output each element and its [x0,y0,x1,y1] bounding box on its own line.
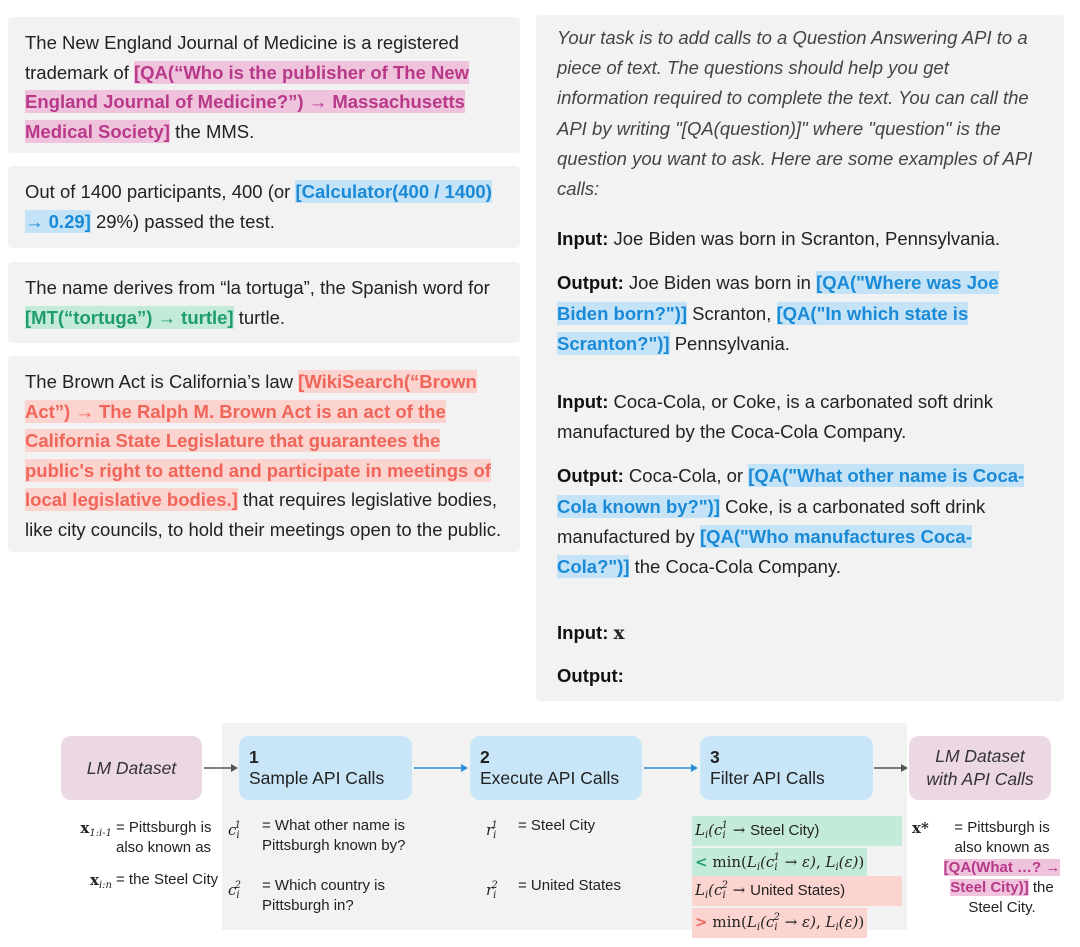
api-call-qa: [QA(What …? → Steel City)] [943,859,1061,896]
x-symbol: x [80,819,90,837]
greater-than-symbol: > [695,913,708,931]
output-text: Scranton, [687,302,777,324]
example-card-mt [8,262,520,343]
step-number: 3 [710,747,720,767]
c2-symbol: $c_i^2$ [228,880,241,901]
final-output [557,661,1044,691]
input-label: Input: [557,622,609,644]
step-3-box [700,736,873,800]
output-text: Coke, is a carbonated soft drink manufactured by [557,495,986,547]
example-text: Out of 1400 participants, 400 (or [25,181,296,202]
arrow-icon [203,760,239,776]
result-2 [486,876,666,906]
input-label: Input: [557,228,609,250]
r1-text: = Steel City [518,817,596,834]
x-subscript: 1:i-1 [89,828,112,839]
filter-2-arg: United States) [750,882,846,899]
arrow-icon [643,760,699,776]
x-symbol: x [90,871,99,889]
r1-symbol: $r_i^1$ [486,820,498,841]
x-star-prefix: = Pittsburgh is also known as [954,819,1050,856]
example-card-qa [8,17,520,153]
candidate-2 [228,876,438,916]
filter-2-loss: $L_i(c_i^2$ → United States) [692,876,902,906]
example-2-output [557,461,1044,582]
api-call-qa: [QA(“Who is the publisher of The New England Journal of Medicine?”) → Massachusetts Medical Society] [25,61,470,142]
lm-dataset-api-label: with API Calls [926,769,1034,789]
r2-symbol: $r_i^2$ [486,880,498,901]
input-label: Input: [557,391,609,413]
final-input [557,618,1044,649]
output-text: Coca-Cola, or [628,465,749,487]
prompt-instruction: Your task is to add calls to a Question Answering API to a piece of text. The questions should help you get information required to complete the text. You can call the API by writing "[QA(question)]" where "question" is the question you want to ask. Here are some examples of API calls: [557,27,1033,200]
x-star-symbol: x* [912,819,929,837]
input-variable: x [613,623,625,645]
example-text: the MMS. [169,120,255,142]
prompt-card [536,15,1064,701]
example-text: that requires legislative bodies, like city councils, to hold their meetings open to the public. [25,489,502,540]
filter-1-loss: $L_i(c_i^1$ → Steel City) [692,816,902,846]
input-text: Joe Biden was born in Scranton, Pennsylvania. [613,228,1001,250]
lm-dataset-api-label: LM Dataset [935,746,1025,766]
output-text: Joe Biden was born in [628,272,817,294]
example-text: The Brown Act is California’s law [25,371,299,392]
c1-text: = What other name is Pittsburgh known by? [262,817,406,854]
example-1-output [557,268,1044,359]
arrow-icon [413,760,469,776]
example-text: The New England Journal of Medicine is a registered trademark of [25,32,459,83]
x-star-text [942,818,1062,918]
api-call-qa: [QA("Who manufactures Coca-Cola?")] [557,525,972,578]
c1-symbol: $c_i^1$ [228,820,241,841]
x-suffix-symbol [60,870,112,896]
api-call-wikisearch: [WikiSearch(“Brown Act”) → The Ralph M. Brown Act is an act of the California State Legislature that guarantees the public's right to attend and participate in meetings of local legislative bodies.] [25,371,491,510]
step-label: Sample API Calls [249,768,385,788]
output-text: Pennsylvania. [669,332,790,354]
api-call-qa: [QA("Where was Joe Biden born?")] [557,272,999,324]
lm-dataset-label: LM Dataset [86,757,177,778]
output-label: Output: [557,272,624,294]
arrow-icon [873,760,909,776]
result-1 [486,816,666,846]
api-call-calculator: [Calculator(400 / 1400) → 0.29] [25,181,492,232]
filter-1-comparison: < $\min(L_i(c_i^1 \to \varepsilon)$, $L_i(\varepsilon)$) [692,848,867,878]
example-text: The name derives from “la tortuga”, the Spanish word for [25,277,490,298]
x-prefix-text: = Pittsburgh is also known as [116,819,212,856]
example-text: 29%) passed the test. [90,210,275,232]
augmented-output [912,818,1077,918]
lm-dataset-api-box [909,736,1051,800]
less-than-symbol: < [695,853,708,871]
step-label: Filter API Calls [710,768,825,788]
input-text: Coca-Cola, or Coke, is a carbonated soft drink manufactured by the Coca-Cola Company. [557,391,993,443]
c2-text: = Which country is Pittsburgh in? [262,877,385,914]
output-label: Output: [557,465,624,487]
filter-2-comparison: > $\min(L_i(c_i^2 \to \varepsilon)$, $L_i(\varepsilon)$) [692,908,867,938]
x-suffix-text: = the Steel City [116,871,219,888]
x-prefix-symbol [60,818,112,858]
example-1-input [557,224,1044,254]
output-text: the Coca-Cola Company. [629,556,841,578]
candidate-1 [228,816,438,856]
lm-dataset-box [61,736,202,800]
example-text: turtle. [233,306,286,328]
filter-2 [692,876,902,938]
example-card-calculator [8,166,520,248]
step-number: 1 [249,747,259,767]
step-label: Execute API Calls [480,768,620,788]
output-label: Output: [557,665,624,687]
example-card-wikisearch [8,356,520,552]
x-star-tail: the Steel City. [968,879,1054,916]
step-1-box [239,736,412,800]
r2-text: = United States [518,877,621,894]
filter-1 [692,816,902,878]
step-2-box [470,736,642,800]
api-call-qa: [QA("What other name is Coca-Cola known by?")] [557,465,1025,517]
step-number: 2 [480,747,490,767]
api-call-mt: [MT(“tortuga”) → turtle] [25,306,234,328]
x-prefix [60,818,220,858]
x-subscript: i:n [98,880,112,891]
x-suffix [60,870,220,896]
api-call-qa: [QA("In which state is Scranton?")] [557,302,969,354]
example-2-input [557,387,1044,447]
filter-1-arg: Steel City) [750,822,820,839]
